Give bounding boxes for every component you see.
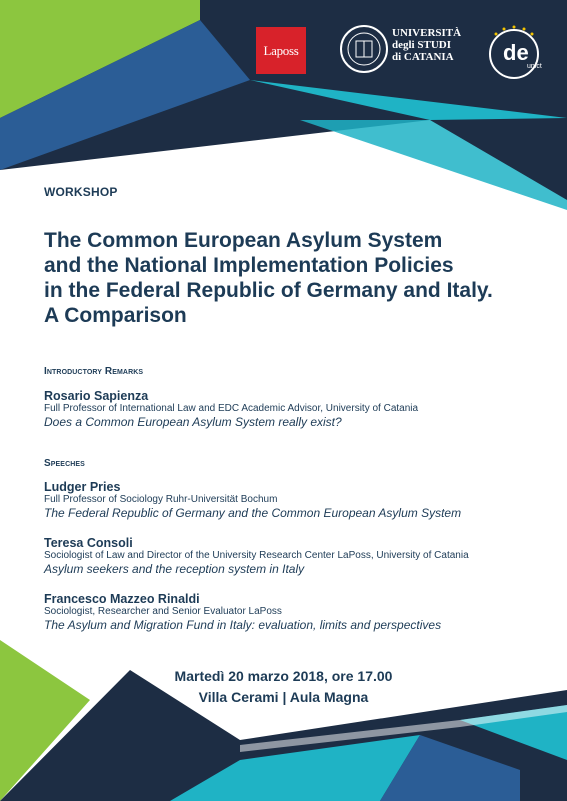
speaker-talk: The Asylum and Migration Fund in Italy: evaluation, limits and perspectives — [44, 618, 442, 632]
event-date: Martedì 20 marzo 2018, ore 17.00 — [174, 668, 393, 684]
unict-wordmark — [392, 27, 461, 63]
speaker-talk: Does a Common European Asylum System really exist? — [44, 415, 342, 429]
eyebrow-label: WORKSHOP — [44, 185, 118, 199]
unict-line-1: UNIVERSITÀ — [392, 27, 462, 39]
speech-item — [44, 592, 544, 633]
speaker-name: Rosario Sapienza — [44, 389, 149, 403]
unict-line-3: di CATANIA — [392, 51, 454, 63]
unict-seal-icon — [339, 24, 389, 74]
speaker-role: Sociologist, Researcher and Senior Evaluator LaPoss — [44, 606, 282, 617]
speeches-heading: Speeches — [44, 458, 85, 469]
speaker-role: Full Professor of International Law and EDC Academic Advisor, University of Catania — [44, 403, 419, 414]
speaker-role: Full Professor of Sociology Ruhr-Universität Bochum — [44, 494, 278, 505]
speaker-name: Teresa Consoli — [44, 536, 133, 550]
speaker-name: Francesco Mazzeo Rinaldi — [44, 592, 200, 606]
speech-item — [44, 480, 544, 521]
title-line: A Comparison — [44, 304, 187, 327]
laposs-logo: Laposs — [256, 27, 306, 74]
event-venue: Villa Cerami | Aula Magna — [198, 689, 369, 705]
intro-speaker — [44, 389, 544, 430]
speaker-role: Sociologist of Law and Director of the University Research Center LaPoss, University of Catania — [44, 550, 469, 561]
title-line: in the Federal Republic of Germany and Italy. — [44, 279, 493, 302]
edc-sub-label: unict — [527, 63, 542, 70]
speech-item — [44, 536, 544, 577]
page-title — [44, 228, 544, 328]
speaker-name: Ludger Pries — [44, 480, 121, 494]
speaker-talk: The Federal Republic of Germany and the Common European Asylum System — [44, 506, 462, 520]
title-line: and the National Implementation Policies — [44, 254, 454, 277]
unict-line-2: degli STUDI — [392, 39, 451, 51]
speaker-talk: Asylum seekers and the reception system in Italy — [44, 562, 305, 576]
event-details — [0, 666, 567, 708]
intro-heading: Introductory Remarks — [44, 366, 144, 377]
edc-label: de — [503, 40, 529, 65]
title-line: The Common European Asylum System — [44, 229, 443, 252]
